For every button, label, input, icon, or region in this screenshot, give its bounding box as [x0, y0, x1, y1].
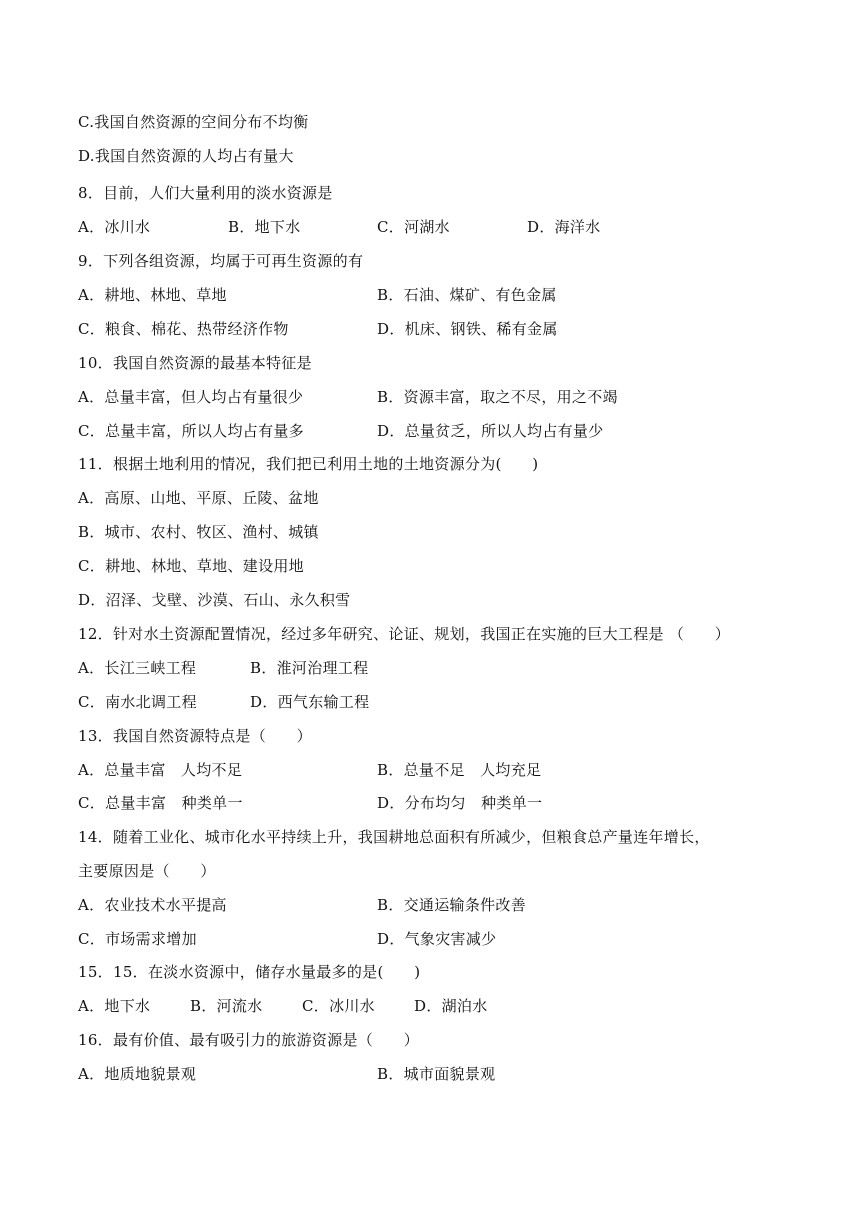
- q14-option-c: C．市场需求增加: [78, 930, 197, 948]
- q13-option-d: D．分布均匀 种类单一: [377, 794, 543, 812]
- q8-stem: 8．目前，人们大量利用的淡水资源是: [78, 184, 333, 202]
- q11-option-a: A．高原、山地、平原、丘陵、盆地: [78, 489, 319, 507]
- q15-option-a: A．地下水: [78, 997, 151, 1015]
- q9-option-c: C．粮食、棉花、热带经济作物: [78, 320, 289, 338]
- q15-option-d: D．湖泊水: [414, 997, 488, 1015]
- q11-option-d: D．沼泽、戈壁、沙漠、石山、永久积雪: [78, 591, 351, 609]
- q10-stem: 10．我国自然资源的最基本特征是: [78, 354, 312, 372]
- q13-option-a: A．总量丰富 人均不足: [78, 761, 243, 779]
- q12-option-d: D．西气东输工程: [250, 693, 370, 711]
- q14-stem-line2: 主要原因是（ ）: [78, 862, 216, 880]
- q9-option-a: A．耕地、林地、草地: [78, 286, 227, 304]
- q10-option-b: B．资源丰富，取之不尽，用之不竭: [377, 388, 618, 406]
- q11-option-c: C．耕地、林地、草地、建设用地: [78, 557, 304, 575]
- q16-stem: 16．最有价值、最有吸引力的旅游资源是（ ）: [78, 1031, 419, 1049]
- q10-option-a: A．总量丰富，但人均占有量很少: [78, 388, 304, 406]
- q14-option-a: A．农业技术水平提高: [78, 896, 227, 914]
- q11-stem: 11．根据土地利用的情况，我们把已利用土地的土地资源分为( ): [78, 455, 539, 473]
- q9-stem: 9．下列各组资源，均属于可再生资源的有: [78, 252, 364, 270]
- q7-option-c: C.我国自然资源的空间分布不均衡: [78, 113, 309, 131]
- q8-option-d: D．海洋水: [527, 218, 601, 236]
- q8-option-a: A．冰川水: [78, 218, 151, 236]
- q15-option-b: B．河流水: [190, 997, 263, 1015]
- q13-option-b: B．总量不足 人均充足: [377, 761, 542, 779]
- q14-stem-line1: 14．随着工业化、城市化水平持续上升，我国耕地总面积有所减少，但粮食总产量连年增长，: [78, 828, 710, 846]
- q9-option-b: B．石油、煤矿、有色金属: [377, 286, 557, 304]
- q12-option-c: C．南水北调工程: [78, 693, 197, 711]
- q14-option-b: B．交通运输条件改善: [377, 896, 527, 914]
- q14-option-d: D．气象灾害减少: [377, 930, 497, 948]
- q13-option-c: C．总量丰富 种类单一: [78, 794, 243, 812]
- q16-option-b: B．城市面貌景观: [377, 1065, 496, 1083]
- q8-option-c: C．河湖水: [377, 218, 450, 236]
- q13-stem: 13．我国自然资源特点是（ ）: [78, 727, 312, 745]
- q16-option-a: A．地质地貌景观: [78, 1065, 197, 1083]
- q15-stem: 15．15．在淡水资源中，储存水量最多的是( ): [78, 963, 421, 981]
- q10-option-c: C．总量丰富，所以人均占有量多: [78, 422, 304, 440]
- q7-option-d: D.我国自然资源的人均占有量大: [78, 147, 294, 165]
- q8-option-b: B．地下水: [228, 218, 301, 236]
- q15-option-c: C．冰川水: [302, 997, 375, 1015]
- q10-option-d: D．总量贫乏，所以人均占有量少: [377, 422, 604, 440]
- q12-stem: 12．针对水土资源配置情况，经过多年研究、论证、规划，我国正在实施的巨大工程是 （ ）: [78, 625, 731, 643]
- q11-option-b: B．城市、农村、牧区、渔村、城镇: [78, 523, 319, 541]
- q9-option-d: D．机床、钢铁、稀有金属: [377, 320, 558, 338]
- q12-option-b: B．淮河治理工程: [250, 659, 369, 677]
- q12-option-a: A．长江三峡工程: [78, 659, 197, 677]
